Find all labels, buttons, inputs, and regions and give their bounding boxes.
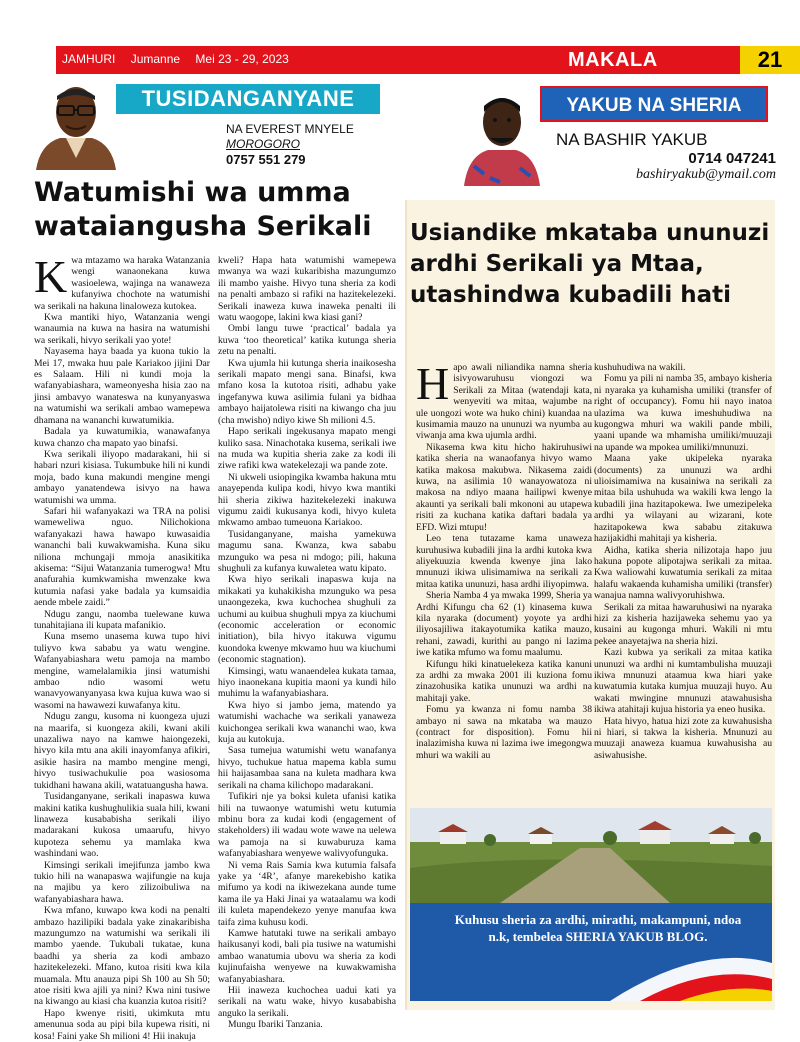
- paragraph: Hii inaweza kuchochea uadui kati ya serikali na watu wake, hivyo kusababisha anguko la serikali.: [218, 985, 396, 1019]
- headline-left: Watumishi wa umma wataiangusha Serikali: [34, 177, 372, 242]
- paragraph: Ombi langu tuwe ‘practical’ badala ya kuwa ‘too theoretical’ katika kutunga sheria zetu na penalti.: [218, 323, 396, 358]
- header-meta: [62, 52, 301, 66]
- author-email: bashiryakub@ymail.com: [635, 167, 776, 182]
- paragraph: Kimsingi, watu wanaendelea kukata tamaa, hiyo inaonekana kupitia maoni ya kundi hilo muhimu la wafanyabiashara.: [218, 665, 396, 700]
- article-right-column-2: [594, 362, 772, 807]
- paragraph: Sasa tumejua watumishi wetu wanafanya hivyo, tuchukue hatua mapema kabla sumu hii haijasambaa sana na kuleta madhara kwa serikali na chama kilichopo madarakani.: [218, 745, 396, 791]
- paragraph: Kamwe hatutaki tuwe na serikali ambayo haikusanyi kodi, bali pia tusiwe na watumishi ambao wanatumia ubovu wa sheria za kodi kujinufaisha wenyewe na kuwakwamisha wafanyabiashara.: [218, 927, 396, 985]
- issue-day: Jumanne: [130, 52, 181, 66]
- paragraph: Serikali za mitaa hawaruhusiwi na nyaraka hizi za kisheria hazijaweka sehemu yao ya kusaini au kugonga mhuri. Wakili ni mtu pekee anayetajwa na sheria hizi.: [594, 601, 772, 647]
- dropcap-right: H: [416, 358, 450, 409]
- dropcap-left: K: [34, 251, 68, 302]
- paragraph: Hata hivyo, hatua hizi zote za kuwahusisha ni hiari, si takwa la kisheria. Mnunuzi au muuzaji anaweza kuamua kuwahusisha au asiwahusishe.: [594, 715, 772, 761]
- publication-name: JAMHURI: [62, 52, 116, 66]
- paragraph: Hapo kwenye risiti, ukimkuta mtu amenunua soda au pipi bila kupewa risiti, ni kosa! Faini yake Sh milioni 4! Hii inakuja: [34, 1007, 210, 1042]
- paragraph: wa mtazamo wa haraka Watanzania wengi wanaonekana kuwa wasioelewa, wajinga na wanaweza kufanyiwa chochote na watumishi wa serikali na hakuna linaloweza kutokea.: [34, 255, 210, 312]
- paragraph: Nikasema kwa kitu hicho hakiruhusiwi katika sheria na wanaofanya hivyo wamo katika makosa makubwa. Nikasema zaidi kuwa, na asilimia 10 wanayowatoza ni makosa na ndiyo maana hailipwi kwenye akaunti ya serikali bali mkononi au utapewa risiti za kuchana katika daftari badala ya EFD. Wizi mtupu!: [416, 441, 592, 533]
- article-right-column-1: [416, 358, 592, 807]
- byline-right: [556, 130, 776, 183]
- paragraph: Badala ya kuwatumikia, wanawafanya kuwa chanzo cha mapato yao binafsi.: [34, 426, 210, 449]
- paragraph: Ndugu zangu, naomba tuelewane kuwa tunahitajiana ili kupata mafanikio.: [34, 608, 210, 631]
- paragraph: Kifungu hiki kinatuelekeza katika kanuni za ardhi za mwaka 2001 ili kuziona fomu zinazohusika katika ununuzi wa ardhi na mahitaji yake.: [416, 658, 592, 704]
- byline-left: [226, 122, 396, 167]
- paragraph: Maana yake ukipeleka nyaraka (documents) za ununuzi wa ardhi ulioisimamiwa na kusainiwa na serikali za mitaa bila ushuhuda wa wakili kwa lengo la kubadili jina hazitapokewa. Iwe umezipeleka ardhi ya wilayani au wizarani, kote hazitapokewa kwa sababu zitakuwa hazijakidhi mahitaji ya kisheria.: [594, 453, 772, 545]
- author-name-left: NA EVEREST MNYELE: [226, 122, 354, 136]
- paragraph: Nayasema haya baada ya kuona tukio la Mei 17, mwaka huu pale Kariakoo jijini Dar es Salaam. Hili ni kundi moja la wafanyabiashara, wameonyesha hisia zao na jinsi ambavyo wanateswa na kunyanyaswa na watumishi wa serikali ambao wamepewa dhamana na wananchi kuwatumikia.: [34, 346, 210, 426]
- lead-paragraph-right: [416, 358, 592, 442]
- paragraph: kweli? Hapa hata watumishi wamepewa mwanya wa wazi kukaribisha mazungumzo ili mambo yaishe. Hivyo tuna sheria za kodi na penalti ambazo si rafiki na hazitekelezeki. Serikali inaweza kuwa inaweka penalti ili watu waogope, lakini kwa kiasi gani?: [218, 255, 396, 324]
- paragraph: Kwa ujumla hii kutunga sheria inaikosesha serikali mapato mengi sana. Binafsi, kwa mfano kosa la kutotoa risiti, adhabu yake ingefanywa kuwa asilimia fulani ya bidhaa ambayo haijatolewa risiti na kiwango cha juu (cha mwisho) ndiyo kiwe Sh milioni 4.5.: [218, 357, 396, 426]
- paragraph: Ndugu zangu, kusoma ni kuongeza ujuzi na maarifa, si kuongeza akili, kwani akili unazaliwa nayo na kamwe haiongezeki, hivyo kila mtu ana akili inayomfanya afikiri, asikie hasira na mambo mengine mengi, hivyo tusiwachukulie poa wasiosoma tukidhani hawana akili, watatuangusha hawa.: [34, 711, 210, 791]
- paragraph: Kwa mfano, kuwapo kwa kodi na penalti ambazo hazilipiki badala yake zinakaribisha mazungumzo na watumishi wa serikali ili mambo yaende. Tukubali tukatae, kuna baadhi ya sheria za kodi ambazo hazitekelezeki. Mfano, kutoa risiti kwa kila muamala. Mtu anauza pipi Sh 100 au Sh 50; atoe risiti kwa ajili ya nini? Kwa nini tusiwe na kiwango au kiasi cha kuanzia kutoa risiti?: [34, 905, 210, 1008]
- paragraph: Leo tena tutazame kama unaweza kuruhusiwa kubadili jina la ardhi kutoka kwa aliyekuuzia kwenda kwenye jina lako mnunuzi ikiwa ulisimamiwa na serikali za mitaa katika ununuzi, hasa ardhi iliyopimwa.: [416, 533, 592, 590]
- paragraph: Fomu ya kwanza ni fomu namba 38 ambayo ni sawa na mkataba wa mauzo (contract for disposition). Fomu hii inalazimisha kuwa ni lazima iwe imegongwa mhuri wa wakili au: [416, 704, 592, 761]
- lead-paragraph-left: [34, 251, 210, 312]
- paragraph: Sheria Namba 4 ya mwaka 1999, Sheria ya Ardhi Kifungu cha 62 (1) kinasema kuwa kila nyaraka (document) yoyote ya ardhi iliyosajiliwa itakayotumika katika mauzo, rehani, zawadi, kurithi au pango ni lazima iwe katika mfumo wa fomu maalumu.: [416, 590, 592, 659]
- paragraph: Kuna msemo unasema kuwa tupo hivi tuliyvo kwa sababu ya watu wengine. Wafanyabiashara wetu pamoja na mambo mengine, wamelalamikia jinsi watumishi ambao ndio wasomi wetu wanavyowanyanyasa kwa kujua kuwa wao si wasomi na hawawezi kuwafanya kitu.: [34, 631, 210, 711]
- paragraph: Ni vema Rais Samia kwa kutumia falsafa yake ya ‘4R’, afanye marekebisho katika mifumo ya kodi na ikiwezekana aunde tume kama ile ya Haki Jinai ya wataalamu wa kodi ili kuleta mapendekezo yenye manufaa kwa taifa zima kuhusu kodi.: [218, 859, 396, 928]
- paragraph: Kwa hiyo si jambo jema, matendo ya watumishi wachache wa serikali yanaweza kuichongea serikali kwa wananchi wao, kwa kuja au kutokuja.: [218, 699, 396, 746]
- paragraph: apo awali niliandika namna sheria isivyowaruhusu viongozi wa Serikali za Mitaa (watendaji kata, wenyeviti wa mitaa, wajumbe na ule uongozi wote wa huko chini) kuandaa na kusimamia mauzo na ununuzi wa nyumba au viwanja ama kwa ujumla ardhi.: [416, 362, 592, 442]
- paragraph: Kazi kubwa ya serikali za mitaa katika ununuzi wa ardhi ni kumtambulisha muuzaji ikiwa mnunuzi ataamua kwa hiari yake kuwatumia kutaka kumjua muuzaji huyo. Au wakati mwingine mnunuzi atawahusisha ikiwa atahitaji kujua historia ya eneo husika.: [594, 647, 772, 716]
- issue-dates: Mei 23 - 29, 2023: [195, 52, 289, 66]
- article-left-column-2: [218, 255, 396, 1031]
- column-title-yakub-na-sheria: YAKUB NA SHERIA: [540, 86, 768, 122]
- paragraph: kushuhudiwa na wakili.: [594, 362, 686, 373]
- blog-promo-caption: Kuhusu sheria za ardhi, mirathi, makampuni, ndoa n.k, tembelea SHERIA YAKUB BLOG.: [454, 912, 742, 944]
- paragraph: Tusidanganyane, maisha yamekuwa magumu sana. Kwanza, kwa sababu mzunguko wa pesa ni mdogo; pili, hakuna shughuli za kufanya kuwaletea watu kipato.: [218, 528, 396, 574]
- article-left-column-1: [34, 251, 210, 1042]
- author-portrait-left: [30, 78, 122, 170]
- land-photo: [410, 808, 772, 903]
- author-location: MOROGORO: [226, 137, 300, 151]
- paragraph: Mungu Ibariki Tanzania.: [228, 1019, 323, 1031]
- paragraph: Kwa mantiki hiyo, Watanzania wengi wanaumia na kuwa na hasira na watumishi wa serikali, hivyo serikali yao yote!: [34, 312, 210, 346]
- paragraph: Hapo serikali ingekusanya mapato mengi kuliko sasa. Ninachotaka kusema, serikali iwe na muda wa kupitia sheria zake za kodi ili ziwe rafiki kwa watekelezaji wa pande zote.: [218, 426, 396, 472]
- paragraph: Tusidanganyane, serikali inapaswa kuwa makini katika kushughulikia suala hili, kwani linaweza kusababisha serikali iliyo madarakani kukosa umaarufu, hivyo kupoteza sehemu ya mamlaka kwa washindani wao.: [34, 791, 210, 860]
- blog-promo-box: [410, 903, 772, 1001]
- column-title-tusidanganyane: TUSIDANGANYANE: [116, 84, 380, 114]
- paragraph: Ni ukweli usiopingika kwamba hakuna mtu anayependa kulipa kodi, hivyo kwa mantiki hii sheria zikiwa hazitekelezeki inakuwa vigumu zaidi kukusanya kodi, hivyo kuleta mkwamo ambao tumeuona Kariakoo.: [218, 471, 396, 529]
- paragraph: Kwa hiyo serikali inapaswa kuja na mikakati ya kuhakikisha mzunguko wa pesa unaongezeka, kwa kuchochea shughuli za uchumi au kuibua shughuli mpya za kiuchumi (economic acceleration or economic initiation), bila hivyo itakuwa vigumu kuondoka kwenye mkwamo huu wa kiuchumi (economic stagnation).: [218, 574, 396, 666]
- paragraph: Fomu ya pili ni namba 35, ambayo kisheria ni nyaraka ya kuhamisha umiliki (transfer of right of occupancy). Fomu hii nayo inatoa ulazima wa kuwa imeshuhudiwa na kugongwa mhuri wa wakili pande mbili, yaani upande wa mhamisha umiliki/muuzaji na upande wa mpokea umiliki/mnunuzi.: [594, 373, 772, 453]
- section-title: MAKALA: [568, 49, 658, 71]
- author-portrait-right: [460, 82, 544, 186]
- header-bar: [0, 46, 800, 74]
- paragraph: Kwa serikali iliyopo madarakani, hii si habari nzuri kisiasa. Tukumbuke hili ni kundi moja, bado kuna makundi mengine mengi ambayo yanatendewa isivyo na hawa watumishi wa umma.: [34, 448, 210, 506]
- paragraph: Safari hii wafanyakazi wa TRA na polisi wameweliwa nguo. Nilichokiona wafanyakazi hawa hawapo kuwasaidia wananchi bali kuwakwamisha. Kuna siku niliona mchungaji mmoja anasikitika akisema: “Sijui Watanzania tumerogwa! Mtu anafurahia kumkwamisha mwenzake kwa kutumia nafasi yake badala ya kumsaidia aende mbele zaidi.”: [34, 505, 210, 609]
- paragraph: Aidha, katika sheria nilizotaja hapo juu hakuna popote alipotajwa serikali za mitaa. Kwa waliowahi kuwatumia serikali za mitaa halafu wakaenda kuhamisha umiliki (transfer) wanajua namna walivyoruhishwa.: [594, 544, 772, 602]
- author-phone-left: 0757 551 279: [226, 152, 306, 167]
- page-number: 21: [757, 47, 783, 72]
- paragraph: Kimsingi serikali imejifunza jambo kwa tukio hili na wanapaswa wajifungie na kuja na majibu ya kero zilizoibuliwa na wafanyabiashara hawa.: [34, 859, 210, 905]
- paragraph: Tufikiri nje ya boksi kuleta ufanisi katika hili na tuwaonye watumishi wetu kutumia mbinu bora za kudai kodi (engagement of stakeholders) ili wadau wote wawe na uelewa wa pamoja na si kuwaburuza kama wafanyabiashara wenyewe walivyofunguka.: [218, 791, 396, 860]
- headline-right: Usiandike mkataba ununuzi ardhi Serikali ya Mtaa, utashindwa kubadili hati: [410, 220, 770, 308]
- author-phone-right: 0714 047241: [688, 150, 776, 167]
- author-name-right: NA BASHIR YAKUB: [556, 130, 708, 149]
